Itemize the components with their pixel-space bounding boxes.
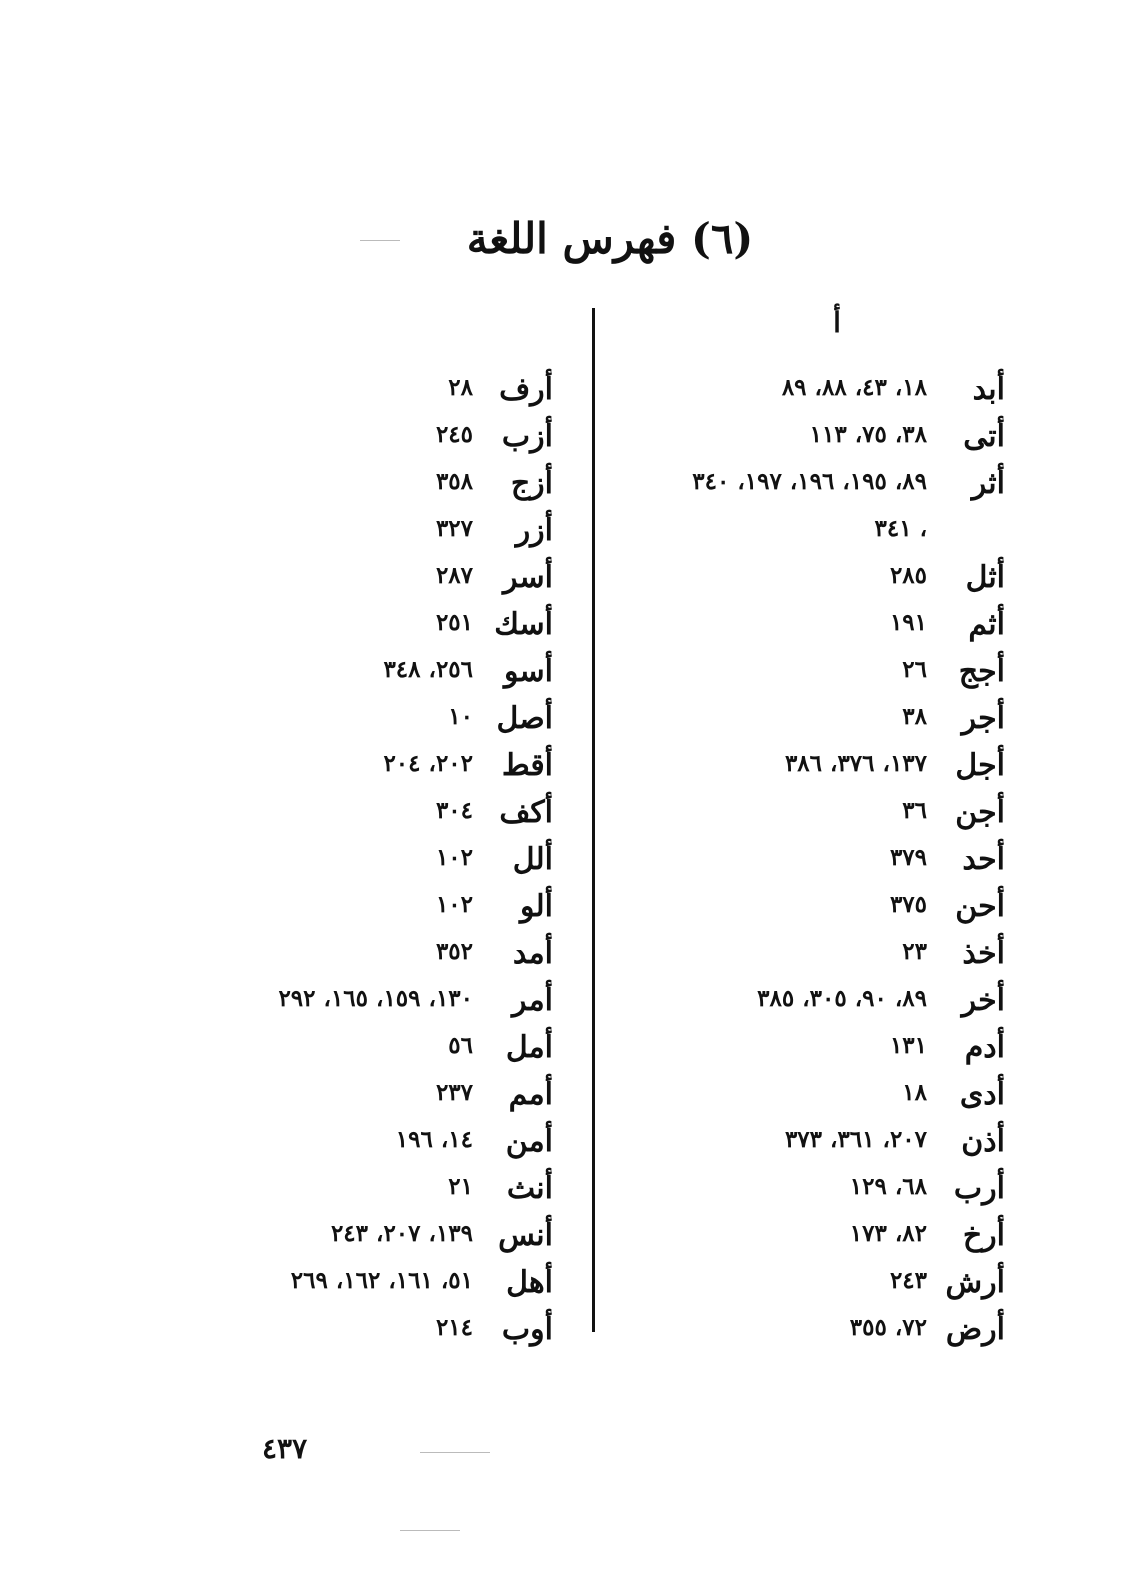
entry-root: أخذ: [962, 936, 1005, 971]
entry-pages: ٢١٤: [435, 1314, 473, 1341]
entry-root: أدى: [959, 1077, 1005, 1112]
entry-root: أرخ: [962, 1218, 1005, 1253]
entry-pages: ١٠: [448, 703, 473, 730]
entry-pages: ٢٨: [448, 374, 473, 401]
entry-pages: ، ٣٤١: [874, 515, 927, 542]
index-entry: [0, 889, 1145, 935]
entry-pages: ٦٨، ١٢٩: [849, 1173, 927, 1200]
entry-root: أزر: [515, 513, 553, 548]
entry-root: أخر: [961, 983, 1005, 1018]
index-entry: [0, 842, 1145, 888]
entry-pages: ٢٤٣: [889, 1267, 927, 1294]
index-entry: [0, 372, 1145, 418]
index-entry: [0, 419, 1145, 465]
index-entry: [0, 560, 1145, 606]
entry-pages: ٨٩، ١٩٥، ١٩٦، ١٩٧، ٣٤٠: [692, 468, 927, 495]
page-title: (٦) فهرس اللغة: [466, 214, 754, 263]
entry-root: أزج: [510, 466, 553, 501]
entry-pages: ١٣٧، ٣٧٦، ٣٨٦: [784, 750, 927, 777]
index-entry: [0, 983, 1145, 1029]
entry-pages: ٢١: [448, 1173, 473, 1200]
entry-pages: ٨٢، ١٧٣: [849, 1220, 927, 1247]
entry-pages: ١٨، ٤٣، ٨٨، ٨٩: [781, 374, 927, 401]
index-entry: [0, 1265, 1145, 1311]
entry-pages: ٧٢، ٣٥٥: [849, 1314, 927, 1341]
entry-root: أمم: [508, 1077, 553, 1112]
entry-root: أجن: [955, 795, 1005, 830]
entry-root: أهل: [506, 1265, 553, 1300]
entry-root: أجل: [955, 748, 1005, 783]
entry-pages: ٥٦: [448, 1032, 473, 1059]
entry-pages: ٢٣٧: [435, 1079, 473, 1106]
entry-pages: ١٠٢: [435, 844, 473, 871]
entry-pages: ١٤، ١٩٦: [395, 1126, 473, 1153]
entry-pages: ٢٨٧: [435, 562, 473, 589]
entry-pages: ١٣١: [889, 1032, 927, 1059]
entry-root: أمد: [512, 936, 553, 971]
scan-mark: [400, 1530, 460, 1531]
index-entry: [0, 607, 1145, 653]
entry-root: أرش: [945, 1265, 1005, 1300]
entry-pages: ١٨: [902, 1079, 927, 1106]
entry-root: أمل: [505, 1030, 553, 1065]
entry-pages: ١٩١: [889, 609, 927, 636]
entry-pages: ٣٧٩: [889, 844, 927, 871]
entry-root: أثم: [968, 607, 1005, 642]
entry-pages: ١٠٢: [435, 891, 473, 918]
entry-root: أمن: [505, 1124, 553, 1159]
entry-pages: ٥١، ١٦١، ١٦٢، ٢٦٩: [290, 1267, 473, 1294]
entry-root: أحد: [962, 842, 1005, 877]
index-entry: [0, 748, 1145, 794]
entry-root: أنث: [506, 1171, 553, 1206]
index-entry: [0, 936, 1145, 982]
entry-root: أرف: [499, 372, 553, 407]
page-number: ٤٣٧: [262, 1432, 308, 1465]
entry-pages: ٢٣: [902, 938, 927, 965]
index-entry: [0, 1124, 1145, 1170]
index-entry: [0, 1171, 1145, 1217]
entry-pages: ٢٦: [902, 656, 927, 683]
entry-pages: ٨٩، ٩٠، ٣٠٥، ٣٨٥: [757, 985, 927, 1012]
entry-root: أذن: [961, 1124, 1005, 1159]
entry-pages: ٣٧٥: [889, 891, 927, 918]
entry-root: أرض: [945, 1312, 1005, 1347]
entry-root: أنس: [498, 1218, 553, 1253]
index-entry: [0, 466, 1145, 512]
entry-root: أدم: [964, 1030, 1005, 1065]
index-entry: [0, 1312, 1145, 1358]
entry-pages: ٣٥٨: [435, 468, 473, 495]
entry-root: أثل: [965, 560, 1005, 595]
index-entry: [0, 701, 1145, 747]
entry-root: أقط: [501, 748, 553, 783]
entry-pages: ٢٨٥: [889, 562, 927, 589]
entry-pages: ٢٥٦، ٣٤٨: [383, 656, 473, 683]
entry-pages: ٢٠٢، ٢٠٤: [383, 750, 473, 777]
entry-root: أكف: [499, 795, 553, 830]
entry-pages: ٢٠٧، ٣٦١، ٣٧٣: [784, 1126, 927, 1153]
section-letter: أ: [833, 306, 841, 339]
entry-pages: ٢٥١: [435, 609, 473, 636]
scan-mark: [420, 1452, 490, 1453]
entry-pages: ٢٤٥: [435, 421, 473, 448]
scan-mark: [360, 240, 400, 241]
entry-root: أصل: [496, 701, 553, 736]
entry-root: أرب: [953, 1171, 1005, 1206]
entry-pages: ٣٦: [902, 797, 927, 824]
entry-root: أمر: [512, 983, 553, 1018]
index-entry: [0, 654, 1145, 700]
entry-root: ألو: [520, 889, 553, 924]
index-entry: [0, 513, 1145, 559]
entry-root: أزب: [501, 419, 553, 454]
entry-pages: ٣٢٧: [435, 515, 473, 542]
index-entry: [0, 795, 1145, 841]
entry-root: أسك: [494, 607, 553, 642]
entry-root: أوب: [501, 1312, 553, 1347]
entry-root: أتى: [963, 419, 1005, 454]
entry-root: أحن: [955, 889, 1005, 924]
index-entry: [0, 1030, 1145, 1076]
entry-root: أسو: [504, 654, 553, 689]
entry-root: أجج: [958, 654, 1005, 689]
entry-pages: ١٣٩، ٢٠٧، ٢٤٣: [330, 1220, 473, 1247]
entry-root: أبد: [972, 372, 1005, 407]
index-entry: [0, 1218, 1145, 1264]
entry-root: أثر: [971, 466, 1005, 501]
entry-root: أجر: [961, 701, 1005, 736]
entry-pages: ٣٥٢: [435, 938, 473, 965]
index-entry: [0, 1077, 1145, 1123]
entry-root: أسر: [502, 560, 553, 595]
entry-root: ألل: [512, 842, 553, 877]
entry-pages: ٣٨: [902, 703, 927, 730]
entry-pages: ٣٨، ٧٥، ١١٣: [809, 421, 927, 448]
entry-pages: ٣٠٤: [435, 797, 473, 824]
entry-pages: ١٣٠، ١٥٩، ١٦٥، ٢٩٢: [278, 985, 473, 1012]
